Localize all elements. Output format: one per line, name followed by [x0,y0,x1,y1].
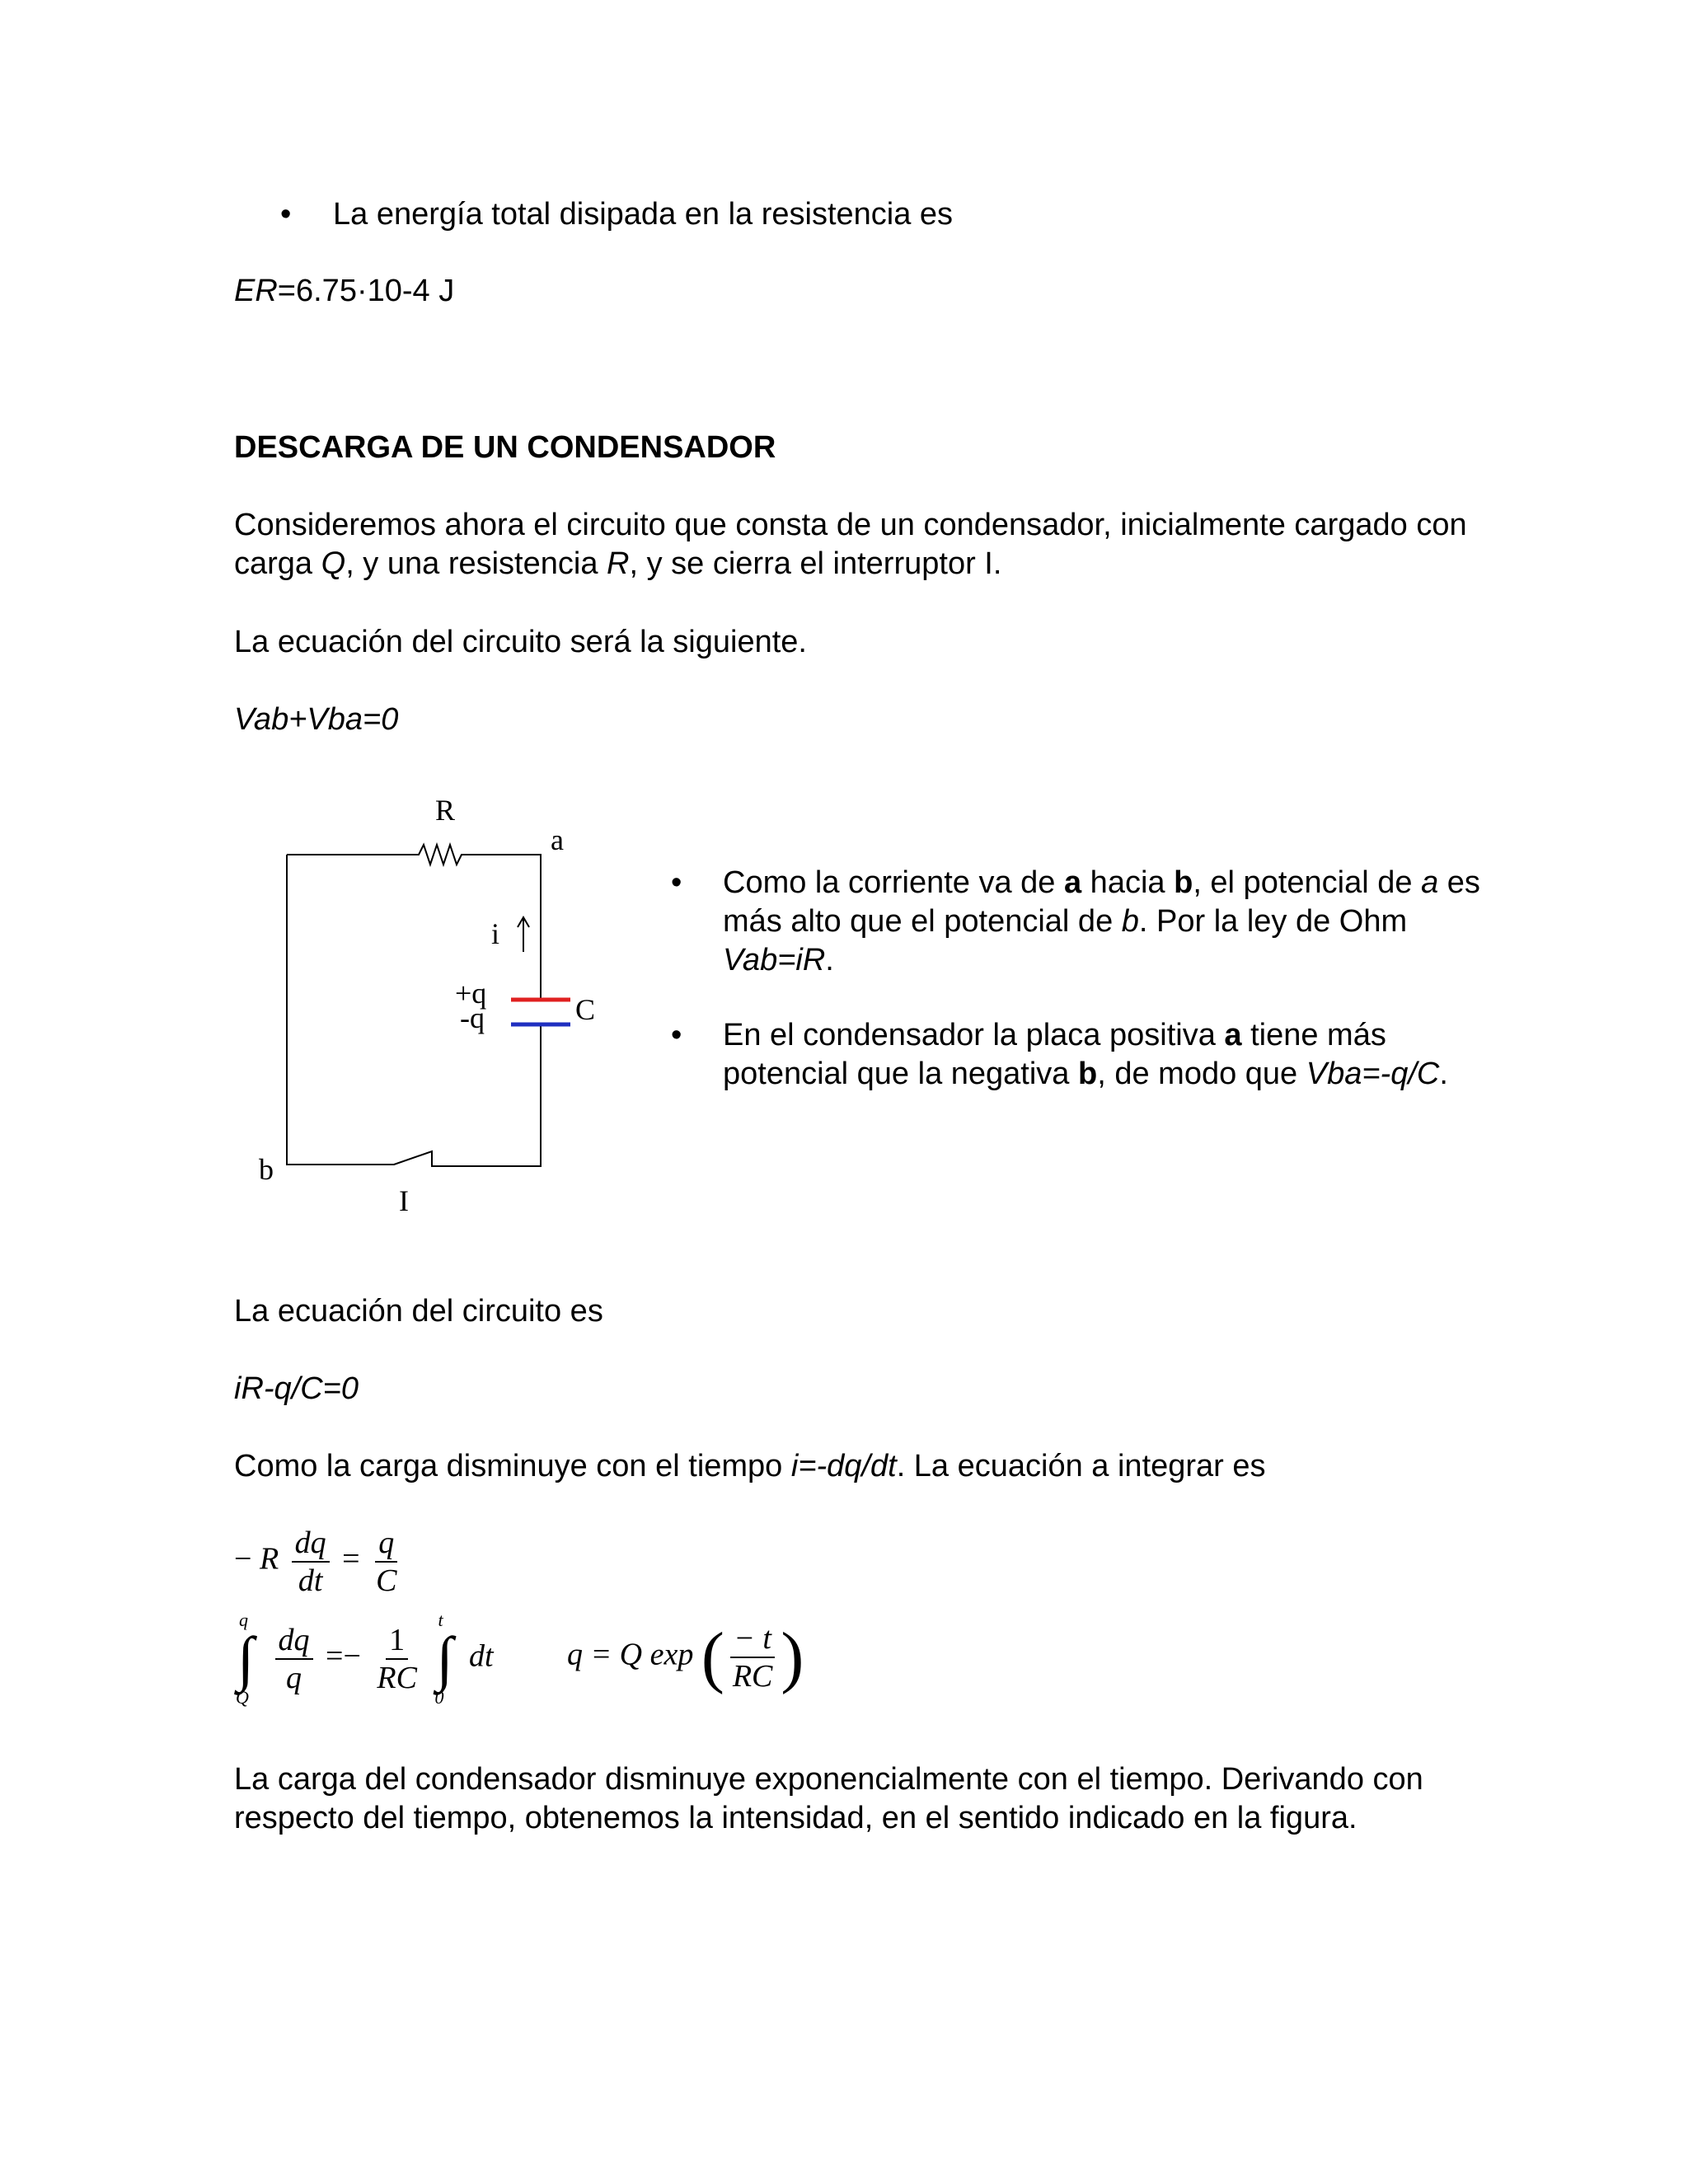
integral-equation: ∫ q Q $\frac{dq}{q}$ =− $\frac{1}{RC}$ ∫ t 0 dt [236,1610,494,1708]
section-heading: DESCARGA DE UN CONDENSADOR [234,430,776,465]
label-i: i [491,917,500,950]
energy-value: ER=6.75·10-4 J [234,274,455,308]
label-b: b [259,1153,274,1186]
intro-paragraph: Consideremos ahora el circuito que consta de un condensador, inicialmente cargado con carga Q, y una resistencia R, y se cierra el interruptor I. [234,508,1467,581]
label-a: a [551,823,564,856]
differential-equation: − R $\frac{dq}{dt}$ = $\frac{q}{C}$ [234,1526,397,1598]
charge-solution: q = Q exp ( $\frac{- t}{RC}$ ) [567,1619,804,1695]
bullet-icon: • [671,865,682,900]
conclusion-paragraph: La carga del condensador disminuye exponencialmente con el tiempo. Derivando con respecto del tiempo, obtenemos la intensidad, en el sentido indicado en la figura. [234,1762,1423,1835]
equation-kirchhoff: Vab+Vba=0 [234,702,399,737]
label-minus-q: -q [460,1001,485,1034]
label-I: I [399,1184,409,1217]
equation-circuit: iR-q/C=0 [234,1371,359,1406]
rc-circuit-diagram [247,787,626,1224]
equation-intro: La ecuación del circuito será la siguiente. [234,625,807,659]
wire-top [287,845,541,1000]
label-R: R [435,794,456,827]
bullet-icon: • [671,1018,682,1052]
energy-bullet-text: La energía total disipada en la resistencia es [333,197,954,232]
bullet-ohm: Como la corriente va de a hacia b, el potencial de a es más alto que el potencial de b. Por la ley de Ohm Vab=iR. [723,865,1480,977]
label-C: C [575,993,596,1026]
label-plus-q: +q [455,977,487,1010]
bullet-capacitor: En el condensador la placa positiva a tiene más potencial que la negativa b, de modo que Vba=-q/C. [723,1018,1448,1091]
circuit-equation-label: La ecuación del circuito es [234,1294,603,1329]
wire-loop [287,855,541,1166]
bullet-icon: • [280,197,292,232]
integrate-paragraph: Como la carga disminuye con el tiempo i=-dq/dt. La ecuación a integrar es [234,1449,1266,1483]
